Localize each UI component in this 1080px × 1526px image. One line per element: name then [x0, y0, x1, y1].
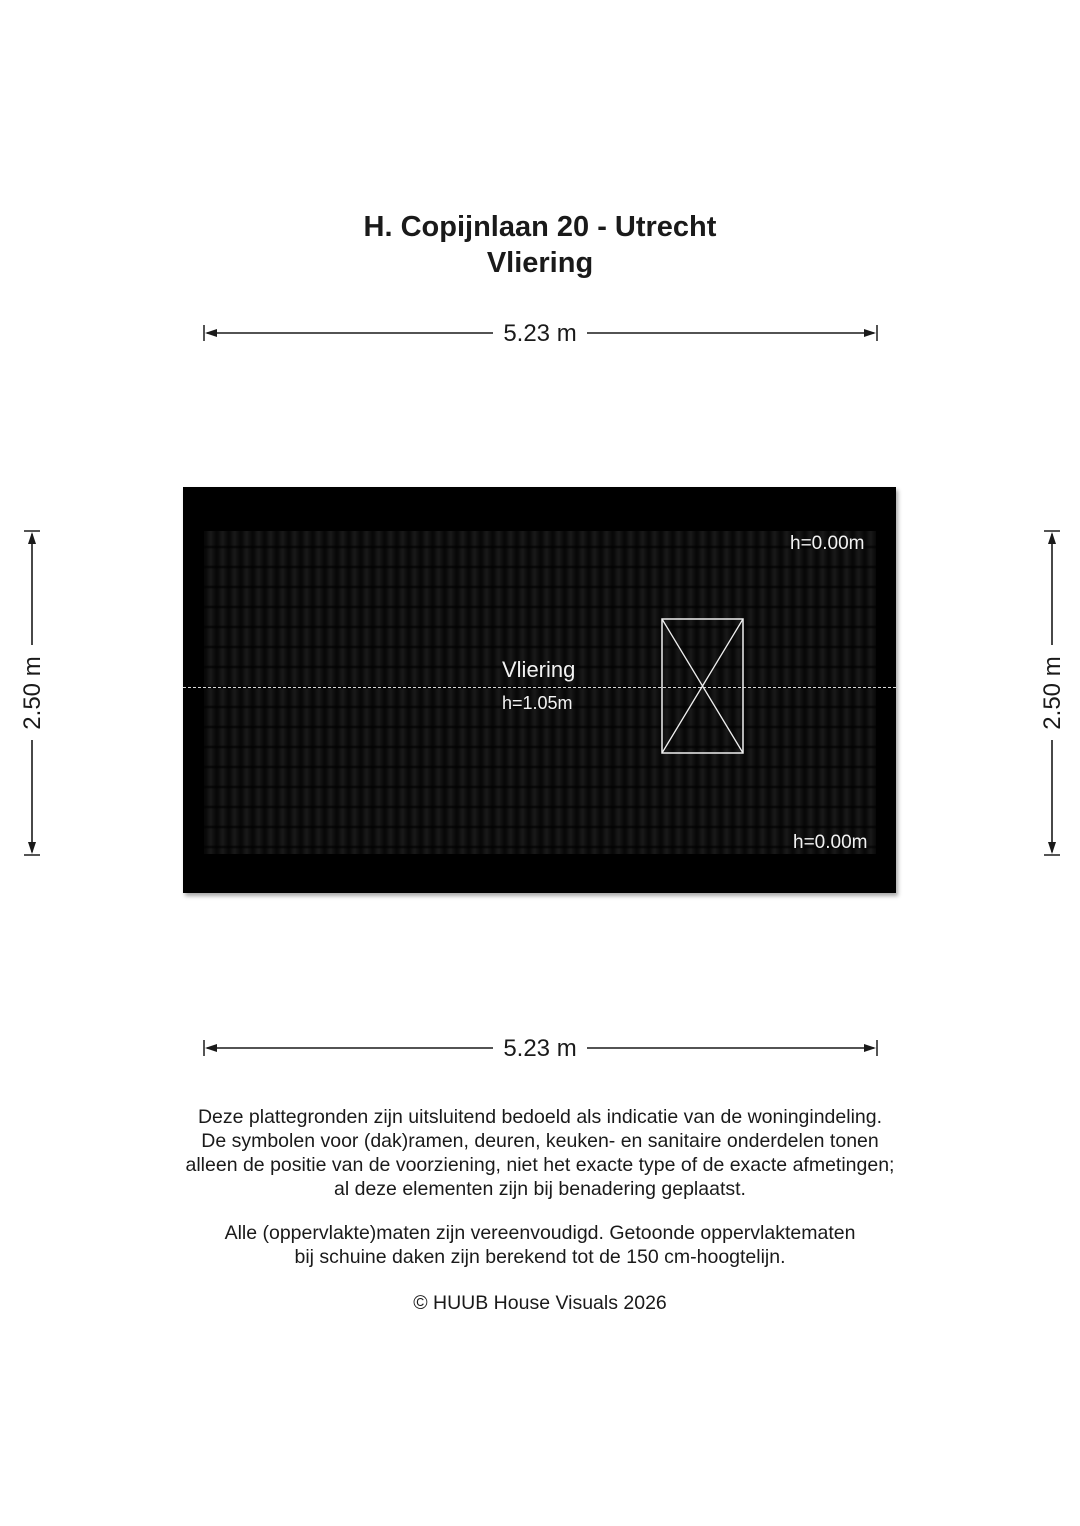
dimension-bottom-label: 5.23 m: [503, 1035, 577, 1062]
disclaimer-line: alleen de positie van de voorziening, niet het exacte type of de exacte afmetingen;: [185, 1154, 895, 1176]
height-marker-bottom: h=0.00m: [793, 832, 868, 853]
disclaimer-line: Deze plattegronden zijn uitsluitend bedoeld als indicatie van de woningindeling.: [197, 1106, 883, 1128]
skylight-icon: [661, 618, 744, 754]
room-height: h=1.05m: [502, 693, 573, 713]
dimension-left: [17, 530, 47, 856]
height-line: [183, 687, 896, 688]
disclaimer-line: al deze elementen zijn bij benadering geplaatst.: [334, 1178, 746, 1200]
dimension-bottom: [203, 1033, 878, 1063]
disclaimer-line: De symbolen voor (dak)ramen, deuren, keuken- en sanitaire onderdelen tonen: [201, 1130, 879, 1152]
dimension-top: [203, 318, 878, 348]
dimension-top-label: 5.23 m: [503, 320, 577, 347]
disclaimer-paragraph-1: [0, 1105, 1080, 1201]
dimension-right-label: 2.50 m: [1039, 656, 1066, 730]
room-label: Vliering: [502, 657, 576, 682]
floor-name: Vliering: [486, 247, 594, 279]
page-title: H. Copijnlaan 20 - Utrecht: [363, 211, 717, 243]
disclaimer-line: bij schuine daken zijn berekend tot de 150 cm-hoogtelijn.: [294, 1246, 786, 1268]
dimension-right: [1037, 530, 1067, 856]
floorplan: [183, 487, 896, 893]
copyright: © HUUB House Visuals 2026: [413, 1292, 667, 1314]
disclaimer-line: Alle (oppervlakte)maten zijn vereenvoudigd. Getoonde oppervlaktematen: [224, 1222, 856, 1244]
height-marker-top: h=0.00m: [790, 533, 865, 554]
dimension-left-label: 2.50 m: [19, 656, 46, 730]
disclaimer-paragraph-2: [0, 1221, 1080, 1269]
